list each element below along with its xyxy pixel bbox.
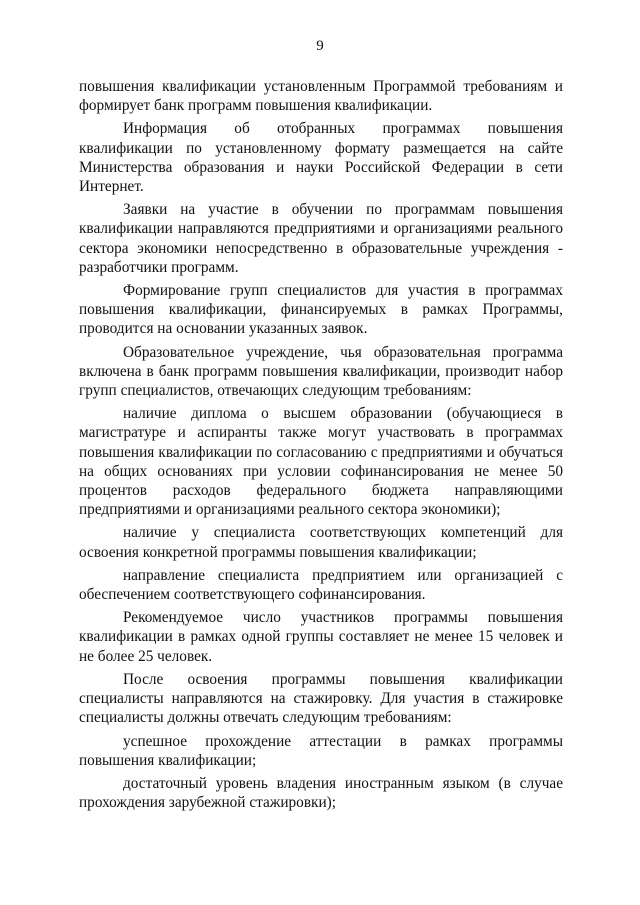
paragraph-information-posting: Информация об отобранных программах повышения квалификации по установленному формату размещается на сайте Министерства образования и науки Российской Федерации в сети Интернет. <box>79 120 563 196</box>
list-item-attestation-requirement: успешное прохождение аттестации в рамках программы повышения квалификации; <box>79 732 563 769</box>
paragraph-group-size: Рекомендуемое число участников программы повышения квалификации в рамках одной группы составляет не менее 15 человек и не более 25 человек. <box>79 609 563 665</box>
paragraph-group-formation: Формирование групп специалистов для участия в программах повышения квалификации, финансируемых в рамках Программы, проводится на основании указанных заявок. <box>79 282 563 338</box>
document-body <box>79 77 563 816</box>
paragraph-educational-institution: Образовательное учреждение, чья образовательная программа включена в банк программ повышения квалификации, производит набор групп специалистов, отвечающих следующим требованиям: <box>79 343 563 400</box>
paragraph-continuation: повышения квалификации установленным Программой требованиям и формирует банк программ повышения квалификации. <box>79 78 563 115</box>
page-number: 9 <box>316 38 324 54</box>
list-item-cofinancing-requirement: направление специалиста предприятием или организацией с обеспечением соответствующего софинансирования. <box>79 566 563 604</box>
paragraph-internship: После освоения программы повышения квалификации специалисты направляются на стажировку. Для участия в стажировке специалисты должны отвечать следующим требованиям: <box>79 670 563 727</box>
paragraph-applications: Заявки на участие в обучении по программам повышения квалификации направляются предприятиями и организациями реального сектора экономики непосредственно в образовательные учреждения - разработчики программ. <box>79 201 563 276</box>
list-item-competencies-requirement: наличие у специалиста соответствующих компетенций для освоения конкретной программы повышения квалификации; <box>79 524 563 561</box>
list-item-diploma-requirement: наличие диплома о высшем образовании (обучающиеся в магистратуре и аспиранты также могут участвовать в программах повышения квалификации по согласованию с предприятиями и обучаться на общих основаниях при условии софинансирования не менее 50 процентов расходов федерального бюджета направляющими предприятиями и организациями реального сектора экономики); <box>79 405 563 519</box>
list-item-language-requirement: достаточный уровень владения иностранным языком (в случае прохождения зарубежной стажировки); <box>79 774 563 812</box>
